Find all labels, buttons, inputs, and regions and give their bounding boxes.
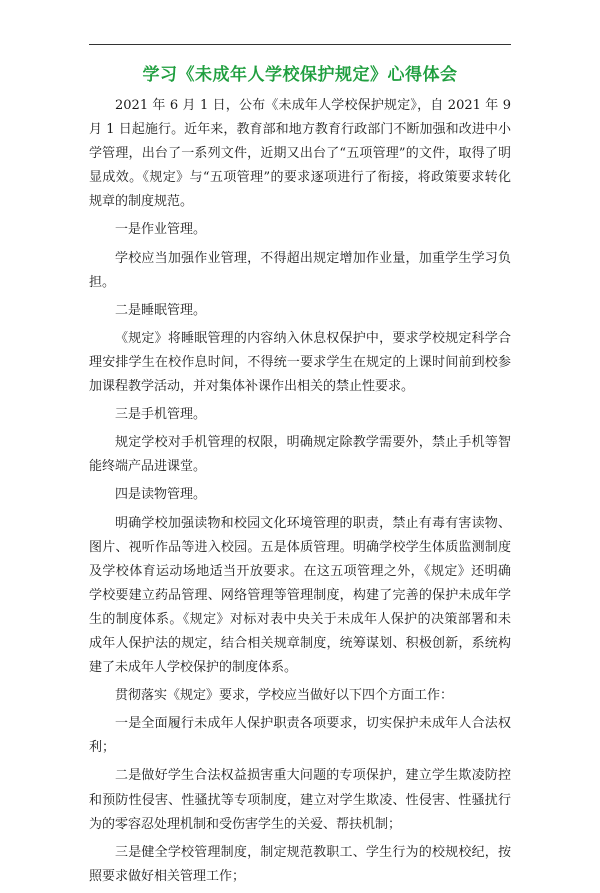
document-body — [89, 94, 511, 893]
paragraph: 三是手机管理。 — [115, 407, 207, 423]
paragraph: 2021 年 6 月 1 日，公布《未成年人学校保护规定》，自 2021 年 9 月 1 日起施行。近年来，教育部和地方教育行政部门不断加强和改进中小学管理，出台了一系列文件，近期又出台了“五项管理”的文件，取得了明显成效。《规定》与“五项管理”的要求逐项进行了衔接，将政策要求转化规章的制度规范。 — [89, 98, 511, 210]
paragraph: 二是做好学生合法权益损害重大问题的专项保护，建立学生欺凌防控和预防性侵害、性骚扰等专项制度，建立对学生欺凌、性侵害、性骚扰行为的零容忍处理机制和受伤害学生的关爱、帮扶机制； — [89, 768, 511, 832]
paragraph: 贯彻落实《规定》要求，学校应当做好以下四个方面工作： — [115, 688, 454, 704]
header-rule — [89, 44, 511, 45]
paragraph: 四是读物管理。 — [115, 487, 207, 503]
paragraph: 明确学校加强读物和校园文化环境管理的职责，禁止有毒有害读物、图片、视听作品等进入校园。五是体质管理。明确学校学生体质监测制度及学校体育运动场地适当开放要求。在这五项管理之外，《规定》还明确学校要建立药品管理、网络管理等管理制度，构建了完善的保护未成年学生的制度体系。《规定》对标对表中央关于未成年人保护的决策部署和未成年人保护法的规定，结合相关规章制度，统筹谋划、积极创新，系统构建了未成年人学校保护的制度体系。 — [89, 515, 511, 676]
paragraph: 一是全面履行未成年人保护职责各项要求，切实保护未成年人合法权利； — [89, 716, 511, 756]
paragraph: 三是健全学校管理制度，制定规范教职工、学生行为的校规校纪，按照要求做好相关管理工作； — [89, 844, 511, 884]
page-title: 学习《未成年人学校保护规定》心得体会 — [142, 65, 458, 85]
paragraph: 一是作业管理。 — [115, 222, 207, 238]
paragraph: 规定学校对手机管理的权限，明确规定除教学需要外，禁止手机等智能终端产品进课堂。 — [89, 435, 511, 475]
paragraph: 《规定》将睡眠管理的内容纳入休息权保护中，要求学校规定科学合理安排学生在校作息时间，不得统一要求学生在规定的上课时间前到校参加课程教学活动，并对集体补课作出相关的禁止性要求。 — [89, 330, 511, 395]
paragraph: 学校应当加强作业管理，不得超出规定增加作业量，加重学生学习负担。 — [89, 250, 511, 290]
paragraph: 二是睡眠管理。 — [115, 302, 207, 318]
